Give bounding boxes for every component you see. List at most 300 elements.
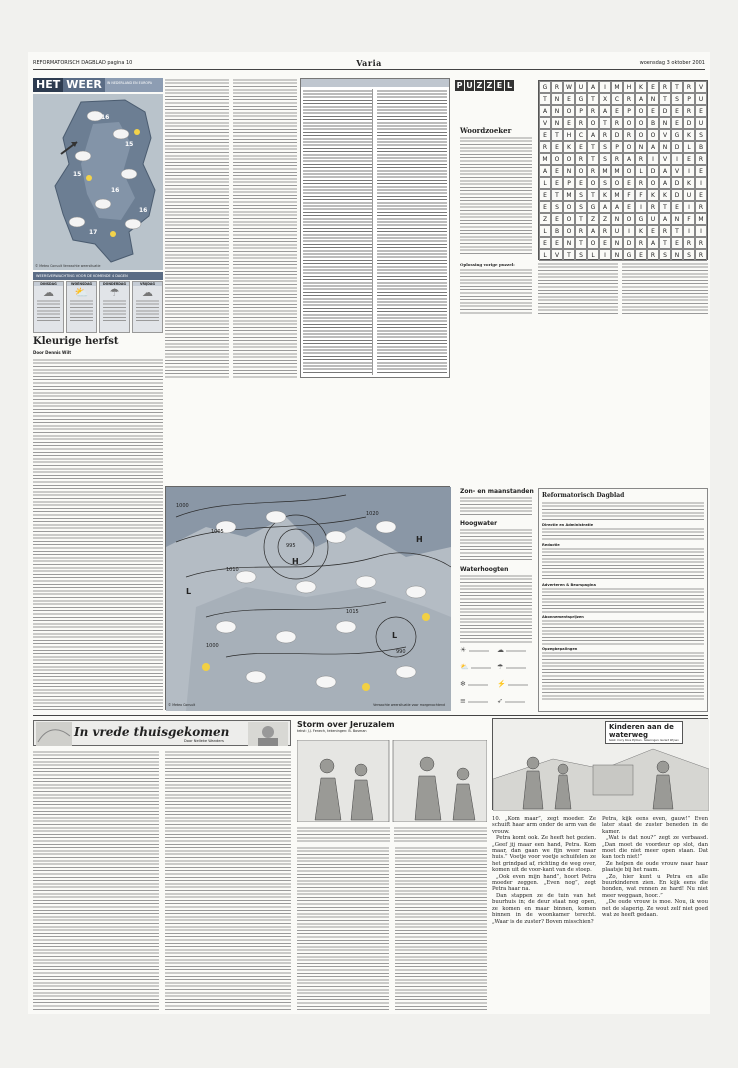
grid-cell: N [659, 117, 671, 129]
grid-cell: E [551, 213, 563, 225]
grid-cell: G [635, 213, 647, 225]
grid-cell: V [695, 81, 707, 93]
map-credit: © Meteo Consult [168, 703, 196, 707]
grid-cell: U [695, 117, 707, 129]
grid-cell: E [647, 81, 659, 93]
grid-cell: R [611, 153, 623, 165]
rain-icon: ☂ [109, 286, 120, 299]
grid-cell: K [659, 189, 671, 201]
zon-text [460, 496, 532, 516]
grid-cell: B [647, 117, 659, 129]
grid-cell: U [611, 225, 623, 237]
grid-cell: I [695, 177, 707, 189]
grid-cell: K [563, 141, 575, 153]
grid-cell: G [575, 93, 587, 105]
grid-cell: O [623, 141, 635, 153]
strip1-title: Storm over Jeruzalem [297, 720, 395, 729]
grid-cell: A [587, 81, 599, 93]
grid-cell: T [659, 201, 671, 213]
grid-cell: N [551, 117, 563, 129]
grid-cell: O [575, 165, 587, 177]
grid-cell: R [587, 165, 599, 177]
headline: Kleurige herfst [33, 336, 119, 347]
grid-cell: F [683, 213, 695, 225]
grid-cell: D [659, 105, 671, 117]
grid-cell: N [635, 141, 647, 153]
grid-cell: M [599, 165, 611, 177]
grid-cell: D [671, 189, 683, 201]
grid-cell: P [563, 177, 575, 189]
grid-cell: O [611, 177, 623, 189]
grid-cell: M [611, 165, 623, 177]
grid-cell: P [623, 105, 635, 117]
grid-cell: N [611, 237, 623, 249]
logo-weer: WEER [63, 78, 105, 92]
grid-cell: E [563, 93, 575, 105]
grid-cell: O [563, 153, 575, 165]
colofon-section: Directie en Administratie [542, 523, 594, 527]
grid-cell: T [587, 189, 599, 201]
grid-cell: S [599, 177, 611, 189]
colofon-section: Redactie [542, 543, 560, 547]
grid-cell: A [611, 201, 623, 213]
grid-cell: E [551, 165, 563, 177]
forecast-day-label: VRIJDAG [133, 282, 162, 286]
svg-text:15: 15 [73, 171, 82, 178]
grid-cell: A [647, 237, 659, 249]
grid-cell: T [551, 129, 563, 141]
grid-cell: D [683, 117, 695, 129]
grid-cell: R [695, 237, 707, 249]
grid-cell: O [563, 105, 575, 117]
logo-sub: IN NEDERLAND EN EUROPA [105, 78, 163, 92]
forecast-day [99, 281, 130, 333]
grid-cell: W [563, 81, 575, 93]
cloud-sun-icon: ⛅ [74, 286, 89, 299]
grid-cell: A [647, 141, 659, 153]
strip2-panel [492, 718, 708, 810]
grid-cell: L [635, 165, 647, 177]
grid-cell: T [671, 225, 683, 237]
grid-cell: R [623, 129, 635, 141]
grid-cell: R [659, 225, 671, 237]
grid-cell: G [587, 201, 599, 213]
grid-cell: O [635, 129, 647, 141]
grid-cell: N [671, 249, 683, 261]
grid-cell: T [659, 93, 671, 105]
grid-cell: R [695, 201, 707, 213]
pressure-label: 1015 [346, 609, 359, 615]
colofon-section: Adverteren & Beurspagina [542, 583, 596, 587]
grid-cell: P [611, 141, 623, 153]
grid-cell: E [599, 237, 611, 249]
grid-cell: O [635, 117, 647, 129]
grid-cell: V [551, 249, 563, 261]
waterhoogten-text [460, 574, 532, 644]
paragraph: Dan stappen ze de tuin van het buurhuis in; de deur staat nog open, ze komen en maar binnen, komen binnen in de woonkamer terecht. „Waar is de zuster? Boven misschien? [492, 892, 596, 925]
grid-cell: R [659, 81, 671, 93]
weather-article-body [33, 358, 163, 710]
forecast-day [66, 281, 97, 333]
grid-cell: Z [587, 213, 599, 225]
pressure-label: 995 [286, 543, 296, 549]
grid-cell: L [587, 249, 599, 261]
snow-icon: ❄ [460, 680, 495, 695]
grid-cell: S [575, 201, 587, 213]
puzzel-logo [455, 80, 514, 91]
map-caption: Verwachte weersituatie [63, 264, 101, 268]
svg-text:15: 15 [125, 141, 134, 148]
grid-cell: M [563, 189, 575, 201]
grid-cell: U [695, 93, 707, 105]
grid-cell: I [671, 153, 683, 165]
pressure-label: 1020 [366, 511, 379, 517]
strip2-col-1 [492, 816, 596, 1012]
grid-cell: V [671, 165, 683, 177]
grid-cell: S [575, 189, 587, 201]
map-credit: © Meteo Consult [35, 264, 63, 268]
grid-cell: O [563, 225, 575, 237]
grid-cell: R [587, 105, 599, 117]
grid-cell: N [611, 213, 623, 225]
feuilleton-header [33, 720, 291, 746]
grid-cell: E [695, 189, 707, 201]
grid-cell: D [611, 129, 623, 141]
grid-cell: B [551, 225, 563, 237]
grid-cell: R [539, 141, 551, 153]
svg-text:16: 16 [139, 207, 148, 214]
high-pressure-marker: H [292, 557, 299, 566]
feuilleton-byline: Door Nelleke Wanders [184, 739, 224, 743]
grid-cell: G [623, 249, 635, 261]
grid-cell: A [539, 165, 551, 177]
grid-cell: L [539, 225, 551, 237]
grid-cell: A [539, 105, 551, 117]
puzzle-title: Woordzoeker [460, 126, 512, 135]
grid-cell: I [647, 153, 659, 165]
hoogwater-text [460, 528, 532, 562]
grid-cell: R [575, 117, 587, 129]
grid-cell: T [587, 93, 599, 105]
grid-cell: O [563, 201, 575, 213]
hoogwater-title: Hoogwater [460, 520, 498, 527]
grid-cell: N [551, 105, 563, 117]
sun-icon: ☀ [460, 646, 495, 661]
grid-cell: T [539, 93, 551, 105]
svg-text:16: 16 [111, 187, 120, 194]
grid-cell: K [635, 81, 647, 93]
paragraph: „Zo, hier kunt u Petra en alle buurkinderen zien. En kijk eens die honden, wat rennen ze hard! Nu niet meer weggaan, hoor..” [602, 873, 708, 899]
section-title: Varia [356, 58, 382, 68]
logo-letter: P [456, 81, 463, 90]
masthead-date: woensdag 3 oktober 2001 [639, 60, 705, 66]
svg-text:16: 16 [101, 114, 110, 121]
cloud-sun-icon: ⛅ [460, 663, 495, 678]
grid-cell: O [551, 153, 563, 165]
grid-cell: N [671, 213, 683, 225]
grid-cell: X [599, 93, 611, 105]
grid-cell: T [575, 213, 587, 225]
grid-cell: O [647, 129, 659, 141]
grid-cell: O [623, 165, 635, 177]
logo-letter: Z [486, 81, 493, 90]
grid-cell: C [575, 129, 587, 141]
weather-legend [460, 646, 532, 712]
grid-cell: E [647, 105, 659, 117]
grid-cell: E [539, 189, 551, 201]
forecast-day-label: WOENSDAG [67, 282, 96, 286]
word-list-2 [622, 262, 708, 316]
pressure-label: 990 [396, 649, 406, 655]
grid-cell: O [587, 237, 599, 249]
feuilleton-col-1 [33, 750, 159, 1012]
rain-icon: ☂ [497, 663, 532, 678]
grid-cell: O [635, 105, 647, 117]
grid-cell: E [683, 153, 695, 165]
grid-cell: A [599, 201, 611, 213]
grid-cell: E [575, 141, 587, 153]
grid-cell: N [611, 249, 623, 261]
strip1-header [297, 720, 487, 738]
grid-cell: E [563, 117, 575, 129]
forecast-day [132, 281, 163, 333]
waterhoogten-title: Waterhoogten [460, 566, 509, 573]
grid-cell: V [659, 129, 671, 141]
grid-cell: R [695, 249, 707, 261]
feuilleton-col-2 [165, 750, 291, 1012]
colofon [538, 488, 708, 712]
zon-title: Zon- en maanstanden [460, 488, 534, 495]
grid-cell: E [671, 117, 683, 129]
weather-article-headline [33, 336, 163, 350]
grid-cell: R [635, 237, 647, 249]
grid-cell: R [647, 249, 659, 261]
grid-cell: H [623, 81, 635, 93]
strip1-subtitle: tekst: J.J. Fenech, tekeningen: B. Bosman [297, 729, 367, 733]
grid-cell: S [695, 129, 707, 141]
grid-cell: T [599, 117, 611, 129]
word-search-grid [538, 80, 708, 260]
europe-weather-text-2 [233, 78, 297, 378]
grid-cell: E [695, 105, 707, 117]
europe-weather-map [165, 486, 450, 710]
grid-cell: V [539, 117, 551, 129]
grid-cell: T [551, 189, 563, 201]
strip1-text-2 [395, 846, 487, 1012]
grid-cell: L [539, 177, 551, 189]
divider [33, 715, 708, 716]
grid-cell: O [623, 213, 635, 225]
pressure-label: 1010 [226, 567, 239, 573]
grid-cell: M [539, 153, 551, 165]
grid-cell: A [659, 177, 671, 189]
grid-cell: Z [599, 213, 611, 225]
temperature-table [300, 78, 450, 378]
grid-cell: K [683, 177, 695, 189]
grid-cell: E [551, 237, 563, 249]
grid-cell: Z [539, 213, 551, 225]
grid-cell: A [599, 105, 611, 117]
pressure-label: 1000 [176, 503, 189, 509]
portrait-illustration [248, 722, 288, 746]
grid-cell: B [695, 141, 707, 153]
strip1-captions [297, 826, 487, 842]
grid-cell: F [623, 189, 635, 201]
grid-cell: R [575, 153, 587, 165]
grid-cell: P [575, 105, 587, 117]
grid-cell: L [539, 249, 551, 261]
word-list-1 [538, 262, 618, 316]
grid-cell: A [659, 165, 671, 177]
grid-cell: T [587, 153, 599, 165]
grid-cell: R [611, 117, 623, 129]
grid-cell: G [671, 129, 683, 141]
grid-cell: E [671, 105, 683, 117]
grid-cell: I [683, 201, 695, 213]
grid-cell: H [563, 129, 575, 141]
grid-cell: R [623, 93, 635, 105]
cloud-icon: ☁ [497, 646, 532, 661]
cloud-icon: ☁ [43, 286, 54, 299]
masthead-left: REFORMATORISCH DAGBLAD pagina 10 [33, 60, 133, 66]
grid-cell: P [683, 93, 695, 105]
colofon-title: Reformatorisch Dagblad [542, 492, 625, 499]
grid-cell: D [671, 141, 683, 153]
masthead [33, 58, 705, 70]
grid-cell: I [623, 225, 635, 237]
solution-label: Oplossing vorige puzzel: [460, 262, 515, 267]
strip1-text-1 [297, 846, 389, 1012]
grid-cell: R [683, 237, 695, 249]
grid-cell: R [683, 81, 695, 93]
forecast-day [33, 281, 64, 333]
byline: Door Dennis Wilt [33, 350, 72, 355]
weather-logo [33, 78, 163, 92]
grid-cell: I [599, 81, 611, 93]
grid-cell: R [695, 153, 707, 165]
grid-cell: K [599, 189, 611, 201]
logo-letter: L [506, 81, 513, 90]
colofon-section: Opzegbepalingen [542, 647, 578, 651]
logo-letter: Z [476, 81, 483, 90]
grid-cell: C [611, 93, 623, 105]
strip2-title: Kinderen aan de waterweg [609, 723, 674, 739]
grid-cell: V [659, 153, 671, 165]
grid-cell: N [647, 93, 659, 105]
paragraph: Petra, kijk eens even, gauw!” Even later staat de zuster beneden in de kamer. [602, 816, 708, 835]
grid-cell: M [611, 189, 623, 201]
grid-cell: R [635, 177, 647, 189]
grid-cell: I [695, 225, 707, 237]
paragraph: „De oude vrouw is moe. Nou, ik wou net de slaperig. Ze wout zelf niet goed wat ze heeft gedaan. [602, 899, 708, 919]
strip2-title-box [605, 721, 683, 744]
fog-icon: ≡ [460, 697, 495, 712]
grid-cell: O [587, 177, 599, 189]
grid-cell: O [587, 117, 599, 129]
logo-het: HET [33, 78, 63, 92]
wind-icon: ➶ [497, 697, 532, 712]
grid-cell: N [551, 93, 563, 105]
grid-cell: E [635, 249, 647, 261]
grid-cell: T [563, 249, 575, 261]
grid-cell: A [587, 129, 599, 141]
grid-cell: R [599, 225, 611, 237]
grid-cell: R [683, 105, 695, 117]
grid-cell: E [695, 165, 707, 177]
grid-cell: E [551, 141, 563, 153]
low-pressure-marker: L [186, 587, 192, 596]
grid-cell: N [563, 237, 575, 249]
forecast-bar: WEERSVERWACHTING VOOR DE KOMENDE 4 DAGEN [33, 272, 163, 280]
grid-cell: S [671, 93, 683, 105]
grid-cell: O [563, 213, 575, 225]
grid-cell: S [659, 249, 671, 261]
grid-cell: E [575, 177, 587, 189]
grid-cell: M [695, 213, 707, 225]
cloud-icon: ☁ [142, 286, 153, 299]
logo-letter: E [496, 81, 503, 90]
forecast-day-label: DINSDAG [34, 282, 63, 286]
forecast-day-label: DONDERDAG [100, 282, 129, 286]
grid-cell: E [539, 237, 551, 249]
grid-cell: I [683, 225, 695, 237]
grid-cell: I [599, 249, 611, 261]
grid-cell: R [635, 153, 647, 165]
grid-cell: S [575, 249, 587, 261]
grid-cell: O [623, 117, 635, 129]
grid-cell: E [611, 105, 623, 117]
netherlands-weather-map [33, 94, 163, 270]
low-pressure-marker: L [392, 631, 398, 640]
strip2-subtitle: tekst: Corry Roos Pijlman · tekeningen: Gerard Wijnen [609, 739, 679, 742]
strip1-image-row-1 [297, 740, 487, 822]
pressure-label: 1000 [206, 643, 219, 649]
grid-cell: T [671, 81, 683, 93]
grid-cell: D [647, 165, 659, 177]
grid-cell: E [671, 237, 683, 249]
paragraph: 10. „Kom maar”, zegt moeder. Ze schuift haar arm onder de arm van de vrouw. [492, 816, 596, 835]
grid-cell: E [623, 177, 635, 189]
puzzle-instructions [460, 136, 532, 256]
grid-cell: R [551, 81, 563, 93]
high-pressure-marker: H [416, 535, 423, 544]
grid-cell: M [611, 81, 623, 93]
grid-cell: S [599, 153, 611, 165]
grid-cell: S [683, 249, 695, 261]
grid-cell: K [683, 129, 695, 141]
grid-cell: F [635, 189, 647, 201]
grid-cell: S [551, 201, 563, 213]
grid-cell: A [587, 225, 599, 237]
grid-cell: E [539, 201, 551, 213]
grid-cell: R [599, 129, 611, 141]
paragraph: Ze helpen de oude vrouw naar haar plaatsje bij het raam. [602, 860, 708, 874]
logo-letter: U [466, 81, 473, 90]
grid-cell: T [659, 237, 671, 249]
solution-text [460, 268, 532, 314]
grid-cell: A [659, 213, 671, 225]
grid-cell: I [635, 201, 647, 213]
thunder-icon: ⚡ [497, 680, 532, 695]
colofon-section: Abonnementsprijzen [542, 615, 584, 619]
grid-cell: G [539, 81, 551, 93]
grid-cell: E [551, 177, 563, 189]
svg-text:17: 17 [89, 229, 98, 236]
forecast-days [33, 281, 163, 333]
paragraph: „Wat is dat nou?” zegt ze verbaasd. „Dan moet de voordeur op slot, dan moet die niet meer open staan. Dat kan toch niet!” [602, 835, 708, 861]
grid-cell: A [635, 93, 647, 105]
grid-cell: D [671, 177, 683, 189]
